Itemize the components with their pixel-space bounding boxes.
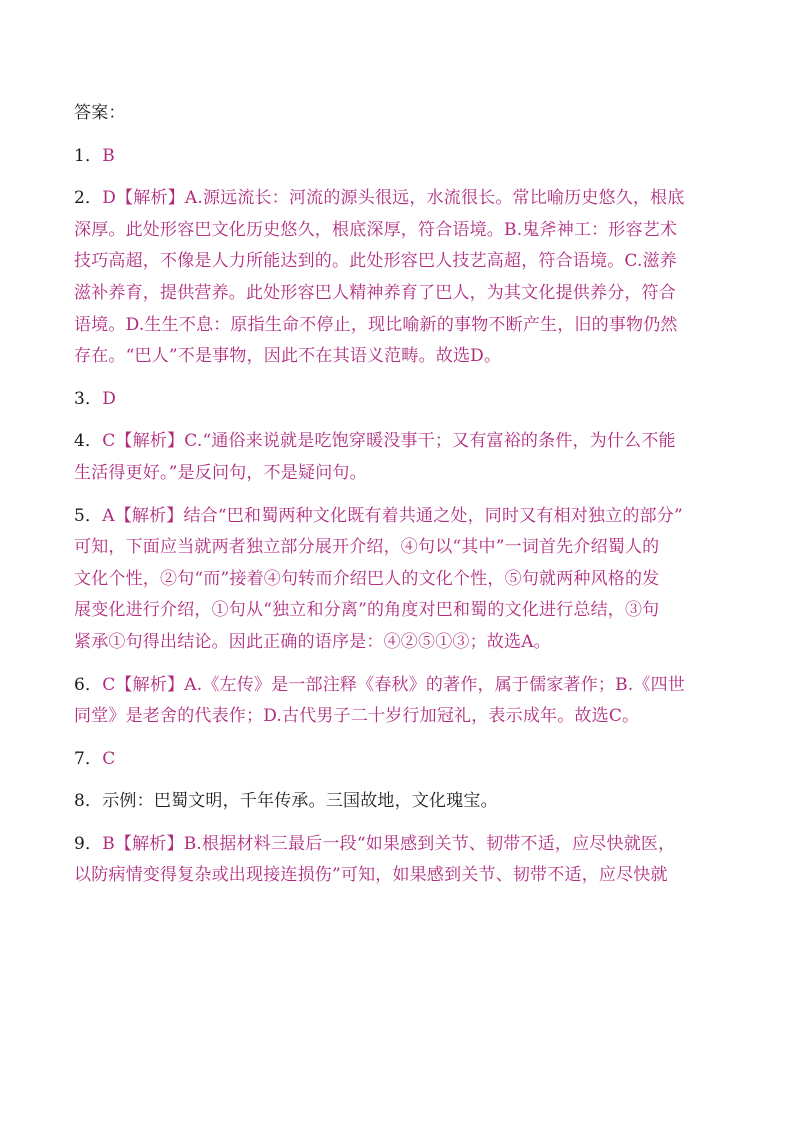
explanation-line: 示例：巴蜀文明，千年传承。三国故地，文化瑰宝。 — [102, 791, 498, 812]
answer-item-8 — [74, 786, 726, 818]
answer-item-9 — [74, 829, 726, 892]
explanation-line: 深厚。此处形容巴文化历史悠久，根底深厚，符合语境。B.鬼斧神工：形容艺术 — [74, 219, 678, 240]
answer-item-4 — [74, 426, 726, 489]
item-number: 4． — [74, 431, 103, 452]
answer-choice: B — [102, 145, 115, 166]
item-number: 1． — [74, 145, 103, 166]
answer-key — [74, 98, 726, 892]
item-number: 8． — [74, 791, 103, 812]
answer-item-3 — [74, 384, 726, 416]
item-number: 7． — [74, 748, 103, 769]
explanation-line: 滋补养育，提供营养。此处形容巴人精神养育了巴人，为其文化提供养分，符合 — [74, 282, 676, 303]
explanation-line: 语境。D.生生不息：原指生命不停止，现比喻新的事物不断产生，旧的事物仍然 — [74, 314, 678, 335]
explanation-line: 可知，下面应当就两者独立部分展开介绍，④句以“其中”一词首先介绍蜀人的 — [74, 537, 660, 558]
explanation-line: 紧承①句得出结论。因此正确的语序是：④②⑤①③；故选A。 — [74, 631, 551, 652]
explanation-line: 同堂》是老舍的代表作；D.古代男子二十岁行加冠礼，表示成年。故选C。 — [74, 706, 640, 727]
answer-choice: B【解析】 — [102, 833, 184, 854]
answer-choice: C【解析】 — [102, 431, 185, 452]
item-number: 9． — [74, 833, 103, 854]
answer-item-5 — [74, 501, 726, 659]
explanation-line: A.《左传》是一部注释《春秋》的著作，属于儒家著作；B.《四世 — [184, 674, 686, 695]
answer-choice: A【解析】 — [102, 505, 184, 526]
explanation-line: 技巧高超，不像是人力所能达到的。此处形容巴人技艺高超，符合语境。C.滋养 — [74, 251, 678, 272]
answer-item-2 — [74, 183, 726, 373]
answer-item-1 — [74, 141, 726, 173]
answer-choice: D — [102, 388, 117, 409]
explanation-line: 存在。“巴人”不是事物，因此不在其语义范畴。故选D。 — [74, 346, 502, 367]
answer-choice: C — [102, 748, 116, 769]
item-number: 3． — [74, 388, 103, 409]
answer-choice: C【解析】 — [102, 674, 185, 695]
answer-header: 答案： — [74, 103, 126, 123]
explanation-line: A.源远流长：河流的源头很远，水流很长。常比喻历史悠久，根底 — [184, 188, 685, 209]
explanation-line: 文化个性，②句“而”接着④句转而介绍巴人的文化个性，⑤句就两种风格的发 — [74, 568, 660, 589]
explanation-line: 结合“巴和蜀两种文化既有着共通之处，同时又有相对独立的部分” — [183, 505, 683, 526]
item-number: 5． — [74, 505, 103, 526]
answer-item-6 — [74, 670, 726, 733]
explanation-line: 展变化进行介绍，①句从“独立和分离”的角度对巴和蜀的文化进行总结，③句 — [74, 600, 660, 621]
explanation-line: B.根据材料三最后一段“如果感到关节、韧带不适，应尽快就医， — [183, 833, 676, 854]
answer-choice: D【解析】 — [102, 188, 185, 209]
item-number: 6． — [74, 674, 103, 695]
item-number: 2． — [74, 188, 103, 209]
explanation-line: 生活得更好。”是反问句，不是疑问句。 — [74, 462, 367, 483]
explanation-line: C.“通俗来说就是吃饱穿暖没事干；又有富裕的条件，为什么不能 — [184, 431, 676, 452]
answer-item-7 — [74, 744, 726, 776]
explanation-line: 以防病情变得复杂或出现接连损伤”可知，如果感到关节、韧带不适，应尽快就 — [74, 865, 668, 886]
